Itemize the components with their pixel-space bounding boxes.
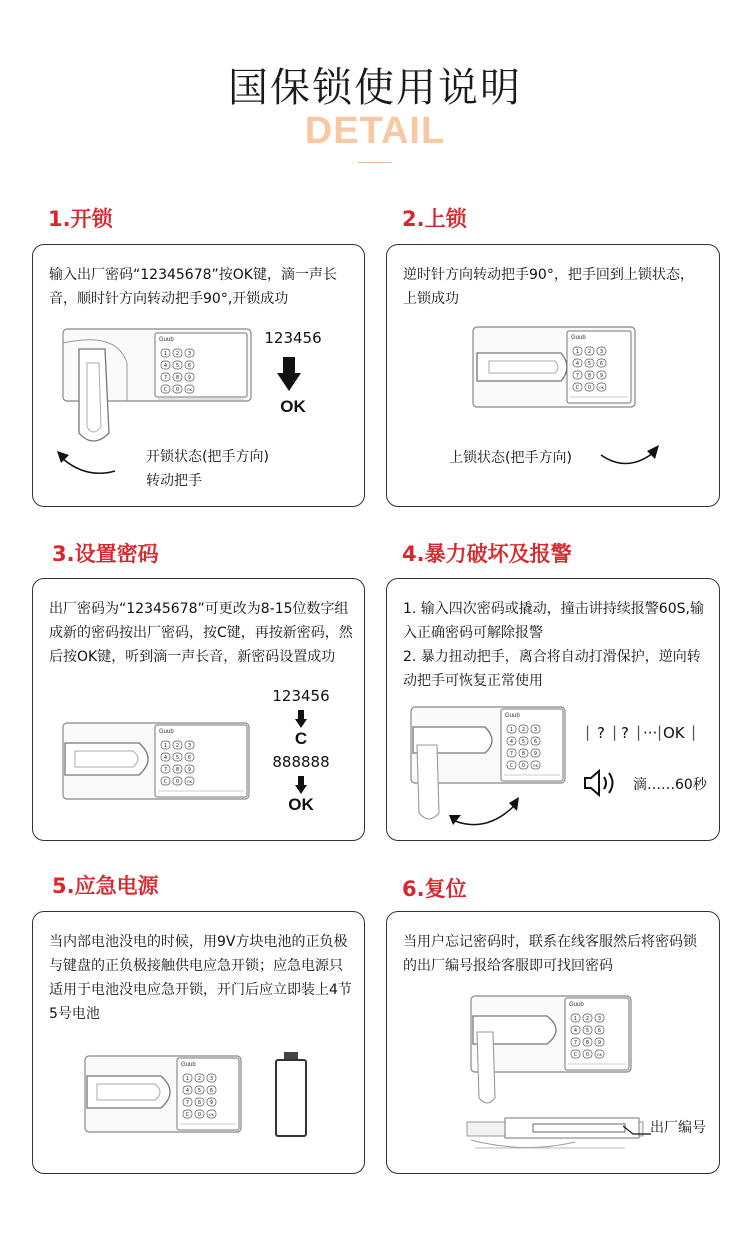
- seq-item: OK: [663, 724, 685, 742]
- keypad-key-label: 9: [209, 1100, 214, 1106]
- keypad-key-label: 0: [175, 387, 180, 393]
- keypad-key-label: 5: [585, 1028, 590, 1034]
- card-reset: [386, 911, 720, 1174]
- card-alarm: [386, 578, 720, 841]
- keypad-key-label: 2: [197, 1076, 202, 1082]
- page-subtitle: DETAIL: [304, 110, 446, 152]
- keypad-key-label: 1: [163, 351, 168, 357]
- keypad-key-label: 9: [597, 1040, 602, 1046]
- keypad-key-label: 6: [209, 1088, 214, 1094]
- keypad-key-label: 7: [185, 1100, 190, 1106]
- keypad-key-label: C: [163, 779, 168, 785]
- keypad-key-label: 0: [587, 385, 592, 391]
- section-heading-unlock: 1.开锁: [48, 207, 113, 231]
- serial-number-label: 出厂编号: [650, 1120, 706, 1136]
- keypad-key-label: 4: [575, 361, 580, 367]
- seq-item: ?: [621, 724, 629, 742]
- keypad-key-label: 3: [187, 743, 192, 749]
- pointer-line: [623, 1124, 651, 1138]
- keypad-brand: Guub: [159, 337, 174, 343]
- keypad-key-label: 6: [597, 1028, 602, 1034]
- keypad-key-label: OK: [186, 388, 193, 392]
- code-label: 123456: [264, 329, 322, 347]
- keypad-key-label: 1: [163, 743, 168, 749]
- keypad-key-label: 8: [521, 751, 526, 757]
- lock-open-illustration: [57, 323, 257, 453]
- caption-turn-handle: 转动把手: [146, 473, 202, 489]
- rotate-arrow-icon: [597, 441, 663, 473]
- arrow-down-icon: [277, 357, 301, 391]
- card-text: 当内部电池没电的时候，用9V方块电池的正负极与键盘的正负极接触供电应急开锁；应急电源只适用于电池没电应急开锁，开门后应立即装上4节5号电池: [49, 934, 352, 1022]
- keypad-key-label: 9: [187, 375, 192, 381]
- keypad-brand: Guub: [181, 1062, 196, 1068]
- keypad-key-label: 0: [197, 1112, 202, 1118]
- step-c-key: C: [294, 729, 308, 748]
- keypad-key-label: 9: [599, 373, 604, 379]
- keypad-key-label: 7: [163, 767, 168, 773]
- seq-item: ?: [597, 724, 605, 742]
- keypad-key-label: 0: [585, 1052, 590, 1058]
- lock-illustration: [467, 992, 635, 1110]
- keypad-key-label: 0: [521, 763, 526, 769]
- title-divider: [358, 162, 392, 163]
- card-text-line-1: 1. 输入四次密码或撬动，撞击讲持续报警60S,输入正确密码可解除报警: [403, 601, 704, 641]
- step-new-code: 888888: [272, 753, 330, 771]
- keypad-key-label: C: [509, 763, 514, 769]
- keypad-key-label: 5: [587, 361, 592, 367]
- card-text: 当用户忘记密码时，联系在线客服然后将密码锁的出厂编号报给客服即可找回密码: [403, 934, 697, 974]
- keypad-key-label: 4: [163, 755, 168, 761]
- keypad-brand: Guub: [505, 713, 520, 719]
- keypad-key-label: 6: [533, 739, 538, 745]
- card-lock: [386, 244, 720, 507]
- keypad-key-label: 4: [573, 1028, 578, 1034]
- keypad-key-label: 6: [599, 361, 604, 367]
- keypad-key-label: OK: [532, 764, 539, 768]
- keypad-key-label: OK: [596, 1053, 603, 1057]
- lock-closed-illustration: [469, 323, 639, 413]
- keypad-key-label: 5: [197, 1088, 202, 1094]
- keypad-key-label: 4: [163, 363, 168, 369]
- rotate-arrow-icon: [447, 791, 523, 831]
- step-old-code: 123456: [272, 687, 330, 705]
- keypad-key-label: 5: [175, 363, 180, 369]
- keypad-key-label: 2: [587, 349, 592, 355]
- section-heading-reset: 6.复位: [402, 877, 467, 901]
- keypad-key-label: 6: [187, 755, 192, 761]
- card-text: 出厂密码为“12345678”可更改为8-15位数字组成新的密码按出厂密码，按C键，再按新密码，然后按OK键，听到滴一声长音，新密码设置成功: [49, 601, 353, 665]
- input-sequence: | ? | ? | ··· | OK |: [585, 723, 697, 742]
- keypad-key-label: 8: [197, 1100, 202, 1106]
- card-set-password: [32, 578, 365, 841]
- keypad-key-label: 9: [533, 751, 538, 757]
- keypad-key-label: 2: [521, 727, 526, 733]
- keypad-key-label: 3: [597, 1016, 602, 1022]
- lock-illustration: [81, 1052, 245, 1138]
- keypad-key-label: 1: [185, 1076, 190, 1082]
- keypad-key-label: C: [163, 387, 168, 393]
- card-text: 输入出厂密码“12345678”按OK键，滴一声长音，顺时针方向转动把手90°,开锁成功: [49, 267, 337, 307]
- arrow-down-icon: [295, 710, 307, 728]
- section-heading-emergency-power: 5.应急电源: [52, 874, 159, 898]
- keypad-key-label: C: [575, 385, 580, 391]
- keypad-key-label: 8: [175, 767, 180, 773]
- keypad-key-label: OK: [598, 386, 605, 390]
- keypad-key-label: 7: [163, 375, 168, 381]
- keypad-key-label: 8: [175, 375, 180, 381]
- ok-label: OK: [280, 397, 306, 416]
- step-ok-key: OK: [288, 795, 314, 814]
- card-text-line-2: 2. 暴力扭动把手，离合将自动打滑保护，逆向转动把手可恢复正常使用: [403, 649, 701, 689]
- keypad-key-label: 2: [585, 1016, 590, 1022]
- keypad-key-label: 3: [187, 351, 192, 357]
- lock-illustration: [59, 719, 253, 805]
- card-unlock: [32, 244, 365, 507]
- keypad-brand: Guub: [569, 1002, 584, 1008]
- speaker-icon: [583, 769, 619, 797]
- keypad-key-label: 1: [575, 349, 580, 355]
- keypad-key-label: 1: [573, 1016, 578, 1022]
- keypad-key-label: 1: [509, 727, 514, 733]
- keypad-key-label: 5: [175, 755, 180, 761]
- keypad-key-label: 4: [185, 1088, 190, 1094]
- alarm-duration: 滴……60秒: [633, 777, 707, 793]
- keypad-key-label: 3: [599, 349, 604, 355]
- keypad-brand: Guub: [159, 729, 174, 735]
- keypad-key-label: OK: [186, 780, 193, 784]
- keypad-key-label: C: [573, 1052, 578, 1058]
- keypad-key-label: C: [185, 1112, 190, 1118]
- caption-locked-state: 上锁状态(把手方向): [449, 450, 572, 466]
- seq-item: ···: [643, 724, 658, 742]
- keypad-key-label: 3: [533, 727, 538, 733]
- section-heading-set-password: 3.设置密码: [52, 542, 159, 566]
- lock-bottom-view: [465, 1112, 645, 1156]
- section-heading-alarm: 4.暴力破坏及报警: [402, 542, 572, 566]
- card-text: 逆时针方向转动把手90°，把手回到上锁状态，上锁成功: [403, 267, 694, 307]
- keypad-key-label: 7: [573, 1040, 578, 1046]
- keypad-key-label: 9: [187, 767, 192, 773]
- keypad-key-label: 8: [585, 1040, 590, 1046]
- caption-open-state: 开锁状态(把手方向): [146, 449, 269, 465]
- keypad-key-label: 7: [509, 751, 514, 757]
- arrow-down-icon: [295, 776, 307, 794]
- card-emergency-power: [32, 911, 365, 1174]
- page-title: 国保锁使用说明: [228, 65, 522, 111]
- keypad-key-label: 6: [187, 363, 192, 369]
- rotate-arrow-icon: [53, 445, 123, 479]
- section-heading-lock: 2.上锁: [402, 207, 467, 231]
- keypad-key-label: 8: [587, 373, 592, 379]
- keypad-key-label: 5: [521, 739, 526, 745]
- keypad-key-label: 4: [509, 739, 514, 745]
- keypad-key-label: 3: [209, 1076, 214, 1082]
- keypad-key-label: 2: [175, 351, 180, 357]
- keypad-key-label: 7: [575, 373, 580, 379]
- keypad-key-label: 0: [175, 779, 180, 785]
- keypad-key-label: OK: [208, 1113, 215, 1117]
- keypad-brand: Guub: [571, 335, 586, 341]
- battery-icon: [273, 1050, 309, 1140]
- keypad-key-label: 2: [175, 743, 180, 749]
